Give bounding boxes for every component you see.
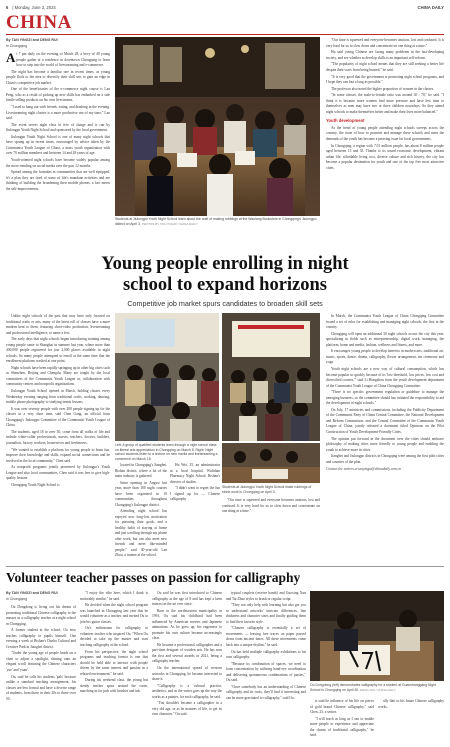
lower-right-caption: Students at Jiulongpo Youth Night School make rubbings of stone-work in Chongqing on April 3. (222, 485, 312, 494)
paragraph: Ou Dongdong is living out his dream of promoting traditional Chinese calligraphy to the masses as a calligraphy teacher at a night school in Chongqing. (6, 605, 76, 626)
paragraph: It encourages young people to develop interests in modern arts, traditional art, music, sports, dance, drama, calligraphy, flower arrangement, tea ceremony and yoga. (326, 349, 444, 365)
paragraph: One of the beneficiaries of the e-commerce night course is Lan Peng, who as a result of picking up new skills has embarked on a side hustle selling products on his own livestreams. (6, 87, 110, 103)
headline-line: Young people enrolling in night (101, 254, 349, 274)
livestream-lecture-photo (222, 313, 320, 441)
bottom-story-column-5 (310, 699, 374, 743)
paragraph: "In some classes, the male-to-female ratio was around 30 : 70," he said. "I think it is because more women find more pressure and have less time to themselves as men may have two or three children nowadays. So they attend night schools to make themselves better and make their lives more balanced." (326, 93, 444, 114)
paragraph: "Once somebody has an understanding of Chinese calligraphy and its roots, they'll find it interesting and can be more gravitated to calligraphy," said Ou. (226, 684, 306, 700)
top-story-right-column (326, 38, 444, 246)
paragraph: Spread among the formulas in communities that are well equipped, it's a plan they are tired of some of life's mundane activities and are thinking of building the broadening their mobile phones, a fact meets the self-improvements. (6, 170, 110, 191)
paragraph: He decided when the night school program was launched in Chongqing last year that he would volunteer as a teacher, and invited Ou to join his guitar classes. (80, 603, 148, 624)
paragraph: He became a professional calligrapher and a part-time designer of wooden arts. He has won the first and several awards in 2021, being a calligraphy teacher. (152, 642, 222, 664)
paragraph: Attending night school has enjoyed new long-lost motivation for pursuing their goals, and a healthy habit of staying at home and just scrolling through my phone after work, but can also meet new friends and meet like-minded people," said 30-year-old Lan Zhou, a trainee at the school. (115, 509, 167, 558)
bottom-story-column-6 (378, 699, 444, 743)
paragraph: Chongqing will open an additional 30 night schools across the city this year, specializing in fields such as entrepreneurship, digital work, managing, the platform, home and media, fashion, wellness and fitness, and more. (326, 331, 444, 347)
paragraph: "They not only help with learning but also get you to understand artworks' intricate differences, line thickness and character sizes and finally guiding them to find their favorite style. (226, 603, 306, 624)
paragraph: located in Chongqing's Jiangbei, Bishan district, where a lot of the main industry is gathered. (115, 463, 167, 478)
stone-rubbing-photo (222, 443, 320, 483)
lead-paragraph: t 7 pm daily on the evening of March 28, a bevy of 40 young people gather at a residence in downtown Chongqing to learn how to step into the world of livestreaming and e-commerce. (16, 52, 110, 67)
paragraph: "Our time is squeezed and everyone becomes anxious, lost and confused. It is very hard for us to slow down and concentrate on one thing at a time." (326, 38, 444, 48)
bottom-story-column-4 (226, 591, 306, 743)
paragraph: Ou's enthusiasm for calligraphy to volunteer teacher who inspired Ou, "When Ou decided to take up the master and start teaching calligraphy at the school. (80, 626, 148, 647)
contact-line: Contact the writers at tanyingzi@chinadaily.com.cn (326, 467, 401, 472)
story-divider (6, 566, 444, 567)
date-line: | Monday, June 3, 2024 (12, 5, 56, 10)
paragraph: "We wanted to establish a platform for young people to learn fun, improve their knowledge and skills, expand social connections and be involved in the local community," Chen said. (6, 447, 110, 463)
paragraph: Since opening in August last year, more than 100 night courses have been organized in 10 communities throughout Chongqing's Jiulongpo district. (115, 480, 167, 507)
publication-name: CHINA DAILY (417, 5, 444, 10)
paragraph: "Chinese calligraphy is essentially a set of movements — leaving free traces on paper passed down from ancient times. All these movements come back into a unique rhythm," he said. (226, 626, 306, 647)
paragraph: "You shouldn't become a calligrapher in a very old age, or as he matures of life, to get its own character," Ou said. (152, 701, 222, 717)
paragraph: During his weekend class, the young but steady teacher spins around the room, marching in for pals with brushes and ink. (80, 678, 148, 694)
paragraph: Ou has held multiple calligraphy exhibitions to his own calligraphy. (226, 649, 306, 660)
classroom-photo-illustration (115, 37, 320, 216)
paragraph: As the trend of young people attending night schools sweeps across the country, the issue of how to promote and manage these schools and meet the demands of the youth has become a pressing issue for local governments. (326, 125, 444, 141)
paragraph: As nonprofit programs jointly pioneered by Jiulongpo's Youth League and also local communities, Chen said it was free to give high-quality lessons. (6, 465, 110, 481)
paragraph: "Because its combination of spaces, we need to form concentration by utilizing hand-eye coordination and delivering spontaneous combinations of parties," Ou said. (226, 661, 306, 683)
dropcap: A (6, 50, 16, 65)
paragraph: "I used to hang out with friends, eating, and drinking in the evening. Livestreaming night classes is a more productive use of my time," Lan said. (6, 105, 110, 121)
bottom-story-headline: Volunteer teacher passes on passion for calligraphy (6, 570, 301, 585)
paragraph: "Under the young age of people heads on a chart to adjust a spotlight, shining onto an elegant scroll featuring the Chinese characters 'yue' and 'yuan'. (6, 651, 76, 672)
paragraph: On July, 17 ministries and commissions, including the Publicity Department of the Communist Party of China Central Committee, the National Development and Reform Commission, and the Central Committee of the Communist Youth League of China, jointly released a document titled Opinions on the Pilot Construction of Youth Development-Friendly Cities. (326, 407, 444, 434)
night-school-rubbing-photo (115, 37, 320, 216)
paragraph: From his perspective, the night school programs and teaching format is one that should be held able to interact with people driven by the same interest and passion in a relaxed environment," he said. (80, 649, 148, 676)
rubbing-photo-illustration (222, 443, 320, 483)
paragraph: "The popularity of night school means that they are still seeking a better life despite their scars from being burned," he said. (326, 62, 444, 72)
top-story-byline: By TAN YINGZI and DENG RUI in Chongqing (6, 38, 58, 48)
paragraph: "I enjoy the vibe here, which I think is noticeably similar," he said. (80, 591, 148, 601)
middle-text-column (115, 463, 167, 561)
top-photo-caption: Students at Jiulongpo Youth Night School learn about the craft of making rubbings at the Wanlang Bookstore in Chongqing's Jiulongpo district on April 3. PHOTOS BY TAN YINGZI / CHINA DAILY (115, 217, 317, 226)
paragraph: ally flair to his future Chinese calligraphy works. (378, 699, 444, 709)
middle-right-text (222, 498, 320, 561)
class-photo-illustration (115, 313, 219, 441)
paragraph: Jiulongpo Youth Night School is one of many night schools that have sprung up in recent times, encouraged by advice taken by the Communist Youth League of China, a mass youth organization with over 70 million members and between 14 and 28 years of age. (6, 134, 110, 156)
middle-text-column-2 (170, 463, 220, 561)
paragraph: The students, aged 18 to over 30, come from all walks of life and include white-collar professionals, nurses, teachers, doctors, builders, journalists, factory workers, housewives and freelancers. (6, 429, 110, 445)
paragraph: Chongqing Youth Night School is (11, 483, 60, 487)
section-rule (6, 34, 444, 35)
paragraph: The professor also noted the higher proportion of women in the classes. (331, 86, 434, 91)
paragraph: The event serves night class in free of charge and is run by Jiulongpo Youth Night School and sponsored by the local government. (6, 122, 110, 133)
paragraph: "There is no specific government regulation or guideline to manage the emerging business, so the committee should has initiated the responsibility to aid the development of night schools." (326, 390, 444, 406)
paragraph: "It is very good that the government is promoting night school programs, and I hope they can last a long as possible." (326, 74, 444, 85)
paragraph: The early days that night schools began introducing training among young people came to Shanghai in summer last year, where more than 400,000 people registered for just 2,000 places available in night schools. So many people attempted to enroll at the same time that the enrollment platform crashed at one point. (6, 337, 110, 364)
paragraph: typical couplets (receive hands) and Guoxing Xun and Tai Zhuo styles to brush or regular script. (226, 591, 306, 601)
top-story-subhead: Competitive job market spurs candidates to broaden skill sets (127, 299, 323, 308)
paragraph: Unlike night schools of the past that may have only focused on traditional crafts or arts, many of the latest roll of classes have a more modern bent to them, featuring short-video production, livestreaming and professional intelligence, to name a few. (6, 314, 110, 335)
paragraph: A former student at the school, Ou now teaches calligraphy to pupils himself. One evening a week at Bishan's Dazhu Cultural and Creative Park in Jiangbei district. (6, 628, 76, 649)
top-story-left-column-continued (6, 314, 110, 560)
paragraph: The opinion put forward in the document over the cities should embrace philosophy of making cities more friendly to young people and enabling the youth to achieve more in cities. (326, 436, 444, 452)
paragraph: The night has become a familiar one in recent times, as young people flock to the area to diversify their skill sets to gain an edge in China's competitive job market. (6, 69, 110, 85)
paragraph: Night schools have been rapidly springing up in other big cities such as Shenzhen, Beijing and Chengdu. Many are taught by the local committees of the Communist Youth League or, collaboration with community centers and nonprofit organizations. (6, 365, 110, 387)
paragraph: Born in the northwestern municipality in 1991, Ou said his childhood had been influenced by American movies and Japanese animations. As he grew up, his eagerness to promote his own culture became increasingly clear. (152, 608, 222, 641)
liberal-arts-class-photo (115, 313, 219, 441)
paragraph: In March, the Communist Youth League of China Chongqing Committee issued a set of rules for establishing and managing night schools, the first in the country. (326, 314, 444, 329)
calligraphy-demo-photo (310, 591, 444, 681)
paragraph: It was over seventy people with over 200 people signing up for the classes in a very short time, said Chen Gang, an official from Chongqing's Jiulongpo Committee of the Communist Youth League of China. (6, 406, 110, 428)
top-story-left-column (6, 38, 110, 245)
paragraph: "Calligraphy is a cultural practice, aesthetics, and as the writer goes up the way the works as a painter, for each calligraphy, he said. (152, 683, 222, 699)
paragraph: "I didn't want to regret the fun I signed up for — Chinese calligraphy (170, 486, 220, 502)
paragraph: On the international spread of western artworks in Chongqing, he became interested to share it. (152, 666, 222, 682)
paragraph: Hu Wei, 35, an administrator at a local hospital, Wulidian Pharmacy Night School, Bishan's director of studies. (170, 463, 220, 484)
paragraph: In Chongqing, a region with 7.01 million people, has about 8 million people aged between 15 and 35. Thanks to its sound economic development, vibrant urban life, affordable living cost, diverse culture and rich history, the city has become a popular destination for youth and one of the top five most attractive cities. (326, 143, 444, 170)
bottom-photo-caption: Ou Dongdong (left) demonstrates calligraphy for a student at Guanshanggang Night School in Chongqing on April 30. DENG RUI / CHINA DAILY (310, 683, 436, 692)
lecture-photo-illustration (222, 313, 320, 441)
paragraph: Jiulongpo Youth School opened in March, holding classes every Wednesday evening ranging from traditional crafts, cooking, dancing, mobile phone photography to studying tennis lessons. (6, 389, 110, 405)
paragraph: Youth-oriented night schools have become widely popular among the more trending on social media over the past 12 months. (6, 158, 110, 168)
paragraph: Hu said young Chinese are facing many problems in the fast-developing society, and see whether to develop skills is an important self-reform. (326, 50, 444, 60)
top-story-headline (0, 254, 450, 296)
bottom-story-byline: By TAN YINGZI and DENG RUI in Chongqing (6, 591, 58, 601)
paragraph: is said he influence of his life on pieces of gold brand Chinese calligraphy," said Chen, 23, a senior. (310, 699, 374, 714)
bottom-story-column-2 (80, 591, 148, 743)
calligraphy-photo-illustration (310, 591, 444, 681)
paragraph: Ou said he was first introduced to Chinese calligraphy at the age of 8 and has kept a keen interest in the art ever since. (152, 591, 222, 606)
bottom-story-column-1 (6, 591, 76, 743)
page-number: 6 (6, 5, 9, 10)
paragraph: "I will teach as long as I can to enable more people to experience and appreciate the charm of traditional calligraphy," he said. (310, 716, 374, 738)
headline-line: school to expand horizons (122, 275, 328, 295)
lower-left-caption: Left: A group of qualified students learn through a night school class on liberal arts appreciation in Chongqing on March 8. Right: Night school students listen to a lecture on new media and livestreaming e-commerce on March 18. (115, 443, 219, 461)
top-story-right-column-continued (326, 314, 444, 561)
bottom-story-column-3 (152, 591, 222, 743)
paragraph: "Our time is squeezed and everyone becomes anxious, lost and confused. It is very hard for us to slow down and concentrate on one thing at a time." (222, 498, 320, 513)
paragraph: Youth night schools are a new way of cultural consumption, which has become popular so quickly because of its 'low threshold, low prices, low cost and diversified courses,'" said Li Hongzhou from the youth development department of the Communist Youth League of China Chongqing Committee. (326, 367, 444, 388)
section-title: CHINA (6, 12, 72, 33)
youth-development-heading: Youth development (326, 118, 365, 124)
paragraph: Ou, said he calls his students 'pals' because unlike a standard teaching arrangement, his classes are less formal and have a diverse range of students, from those in their 20s to those over 50. (6, 674, 76, 701)
paragraph: Jiangbei and Jiulongpo districts in Chongqing were among the first pilot cities and counties of the plan. (326, 454, 444, 464)
